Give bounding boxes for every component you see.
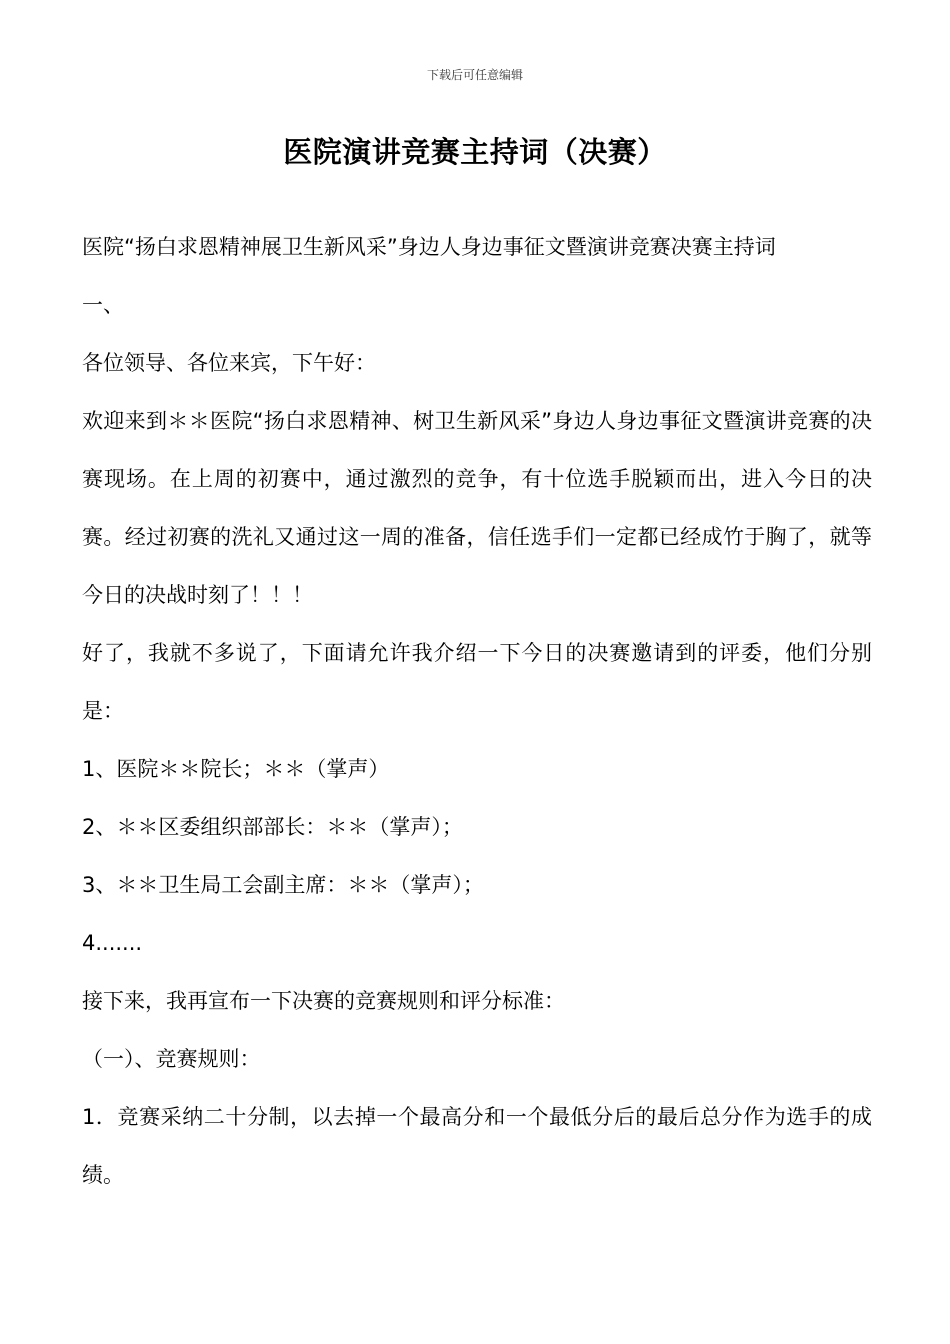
- paragraph-welcome: 欢迎来到＊＊医院“扬白求恩精神、树卫生新风采”身边人身边事征文暨演讲竞赛的决赛现场。在上周的初赛中，通过激烈的竞争，有十位选手脱颖而出，进入今日的决赛。经过初赛的洗礼又通过这一周的准备，信任选手们一定都已经成竹于胸了，就等今日的决战时刻了！！！: [82, 409, 872, 607]
- paragraph-judge-1: 1、医院＊＊院长；＊＊（掌声）: [82, 757, 390, 781]
- document-title: 医院演讲竞赛主持词（决赛）: [283, 135, 667, 169]
- paragraph-rules-heading: （一）、竞赛规则：: [82, 1047, 261, 1071]
- paragraph-judges-intro: 好了，我就不多说了，下面请允许我介绍一下今日的决赛邀请到的评委，他们分别是：: [82, 641, 872, 723]
- document-body: [82, 218, 872, 1204]
- paragraph-subtitle: 医院“扬白求恩精神展卫生新风采”身边人身边事征文暨演讲竞赛决赛主持词: [82, 235, 776, 259]
- paragraph-judge-4: 4.......: [82, 931, 143, 955]
- paragraph-greeting: 各位领导、各位来宾，下午好：: [82, 351, 376, 375]
- paragraph-judge-3: 3、＊＊卫生局工会副主席：＊＊（掌声）；: [82, 873, 484, 897]
- paragraph-judge-2: 2、＊＊区委组织部部长：＊＊（掌声）；: [82, 815, 463, 839]
- header-note: 下载后可任意编辑: [426, 68, 523, 82]
- paragraph-rule-1: 1．竞赛采纳二十分制，以去掉一个最高分和一个最低分后的最后总分作为选手的成绩。: [82, 1105, 872, 1187]
- paragraph-section-one: 一、: [82, 293, 124, 317]
- paragraph-rules-intro: 接下来，我再宣布一下决赛的竞赛规则和评分标准：: [82, 989, 565, 1013]
